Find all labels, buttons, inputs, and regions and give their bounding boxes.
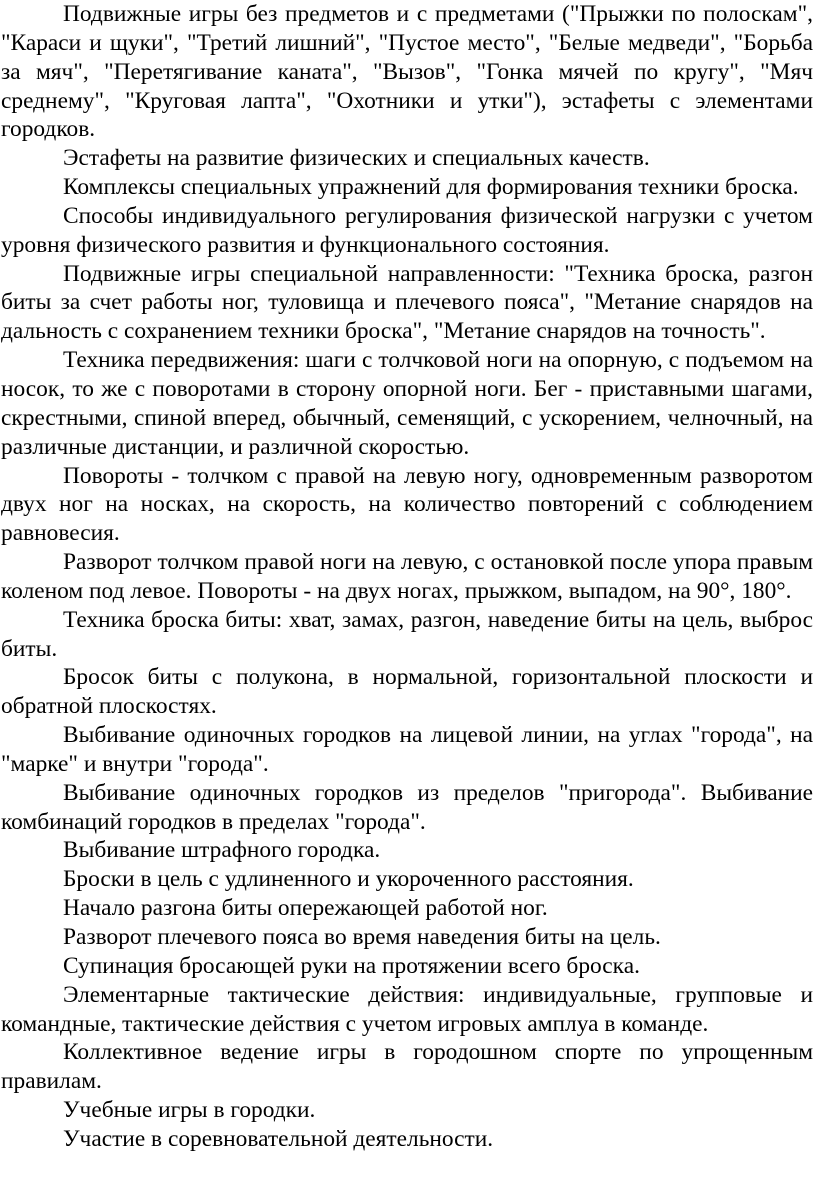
paragraph-tactics: Элементарные тактические действия: индивидуальные, групповые и командные, тактические действия с учетом игровых амплуа в команде.: [1, 981, 813, 1037]
paragraph-relays: Эстафеты на развитие физических и специальных качеств.: [63, 145, 650, 172]
paragraph-movement-technique: Техника передвижения: шаги с толчковой ноги на опорную, с подъемом на носок, то же с поворотами в сторону опорной ноги. Бег - приставными шагами, скрестными, спиной вперед, обычный, семенящий, с ускорением, челночный, на различные дистанции, и различной скоростью.: [1, 347, 813, 460]
paragraph-shoulder-rotation: Разворот плечевого пояса во время наведения биты на цель.: [63, 924, 661, 950]
paragraph-throw-technique: Техника броска биты: хват, замах, разгон, наведение биты на цель, выброс биты.: [1, 606, 813, 662]
paragraph-load-regulation: Способы индивидуального регулирования физической нагрузки с учетом уровня физического развития и функционального состояния.: [1, 202, 813, 258]
paragraph-special-games: Подвижные игры специальной направленности: "Техника броска, разгон биты за счет работы ног, туловища и плечевого пояса", "Метание снарядов на дальность с сохранением техники броска", "Метание снарядов на точность".: [1, 260, 813, 345]
paragraph-pivot: Разворот толчком правой ноги на левую, с остановкой после упора правым коленом под левое. Повороты - на двух ногах, прыжком, выпадом, на 90°, 180°.: [1, 549, 813, 604]
paragraph-competitions: Участие в соревновательной деятельности.: [63, 1125, 494, 1152]
paragraph-training-games: Учебные игры в городки.: [63, 1097, 316, 1124]
paragraph-exercise-complexes: Комплексы специальных упражнений для формирования техники броска.: [63, 174, 799, 201]
paragraph-turns: Повороты - толчком с правой на левую ногу, одновременным разворотом двух ног на носках, на скорость, на количество повторений с соблюдением равновесия.: [1, 462, 813, 547]
paragraph-outdoor-games: Подвижные игры без предметов и с предметами ("Прыжки по полоскам", "Караси и щуки", "Третий лишний", "Пустое место", "Белые медведи", "Борьба за мяч", "Перетягивание каната", "Вызов", "Гонка мячей по кругу", "Мяч среднему", "Круговая лапта", "Охотники и утки"), эстафеты с элементами городков.: [1, 1, 813, 143]
paragraph-half-kon-throw: Бросок биты с полукона, в нормальной, горизонтальной плоскости и обратной плоскостях.: [1, 664, 813, 720]
paragraph-suburb-knockout: Выбивание одиночных городков из пределов "пригорода". Выбивание комбинаций городков в пределах "города".: [1, 779, 813, 835]
paragraph-distance-throws: Броски в цель с удлиненного и укороченного расстояния.: [63, 866, 634, 893]
paragraph-team-play: Коллективное ведение игры в городошном спорте по упрощенным правилам.: [1, 1039, 813, 1095]
paragraph-supination: Супинация бросающей руки на протяжении всего броска.: [63, 952, 640, 979]
paragraph-footwork-start: Начало разгона биты опережающей работой ног.: [63, 895, 548, 922]
paragraph-front-line-knockout: Выбивание одиночных городков на лицевой линии, на углах "города", на "марке" и внутри "города".: [1, 722, 813, 777]
paragraph-penalty-knockout: Выбивание штрафного городка.: [63, 837, 381, 864]
